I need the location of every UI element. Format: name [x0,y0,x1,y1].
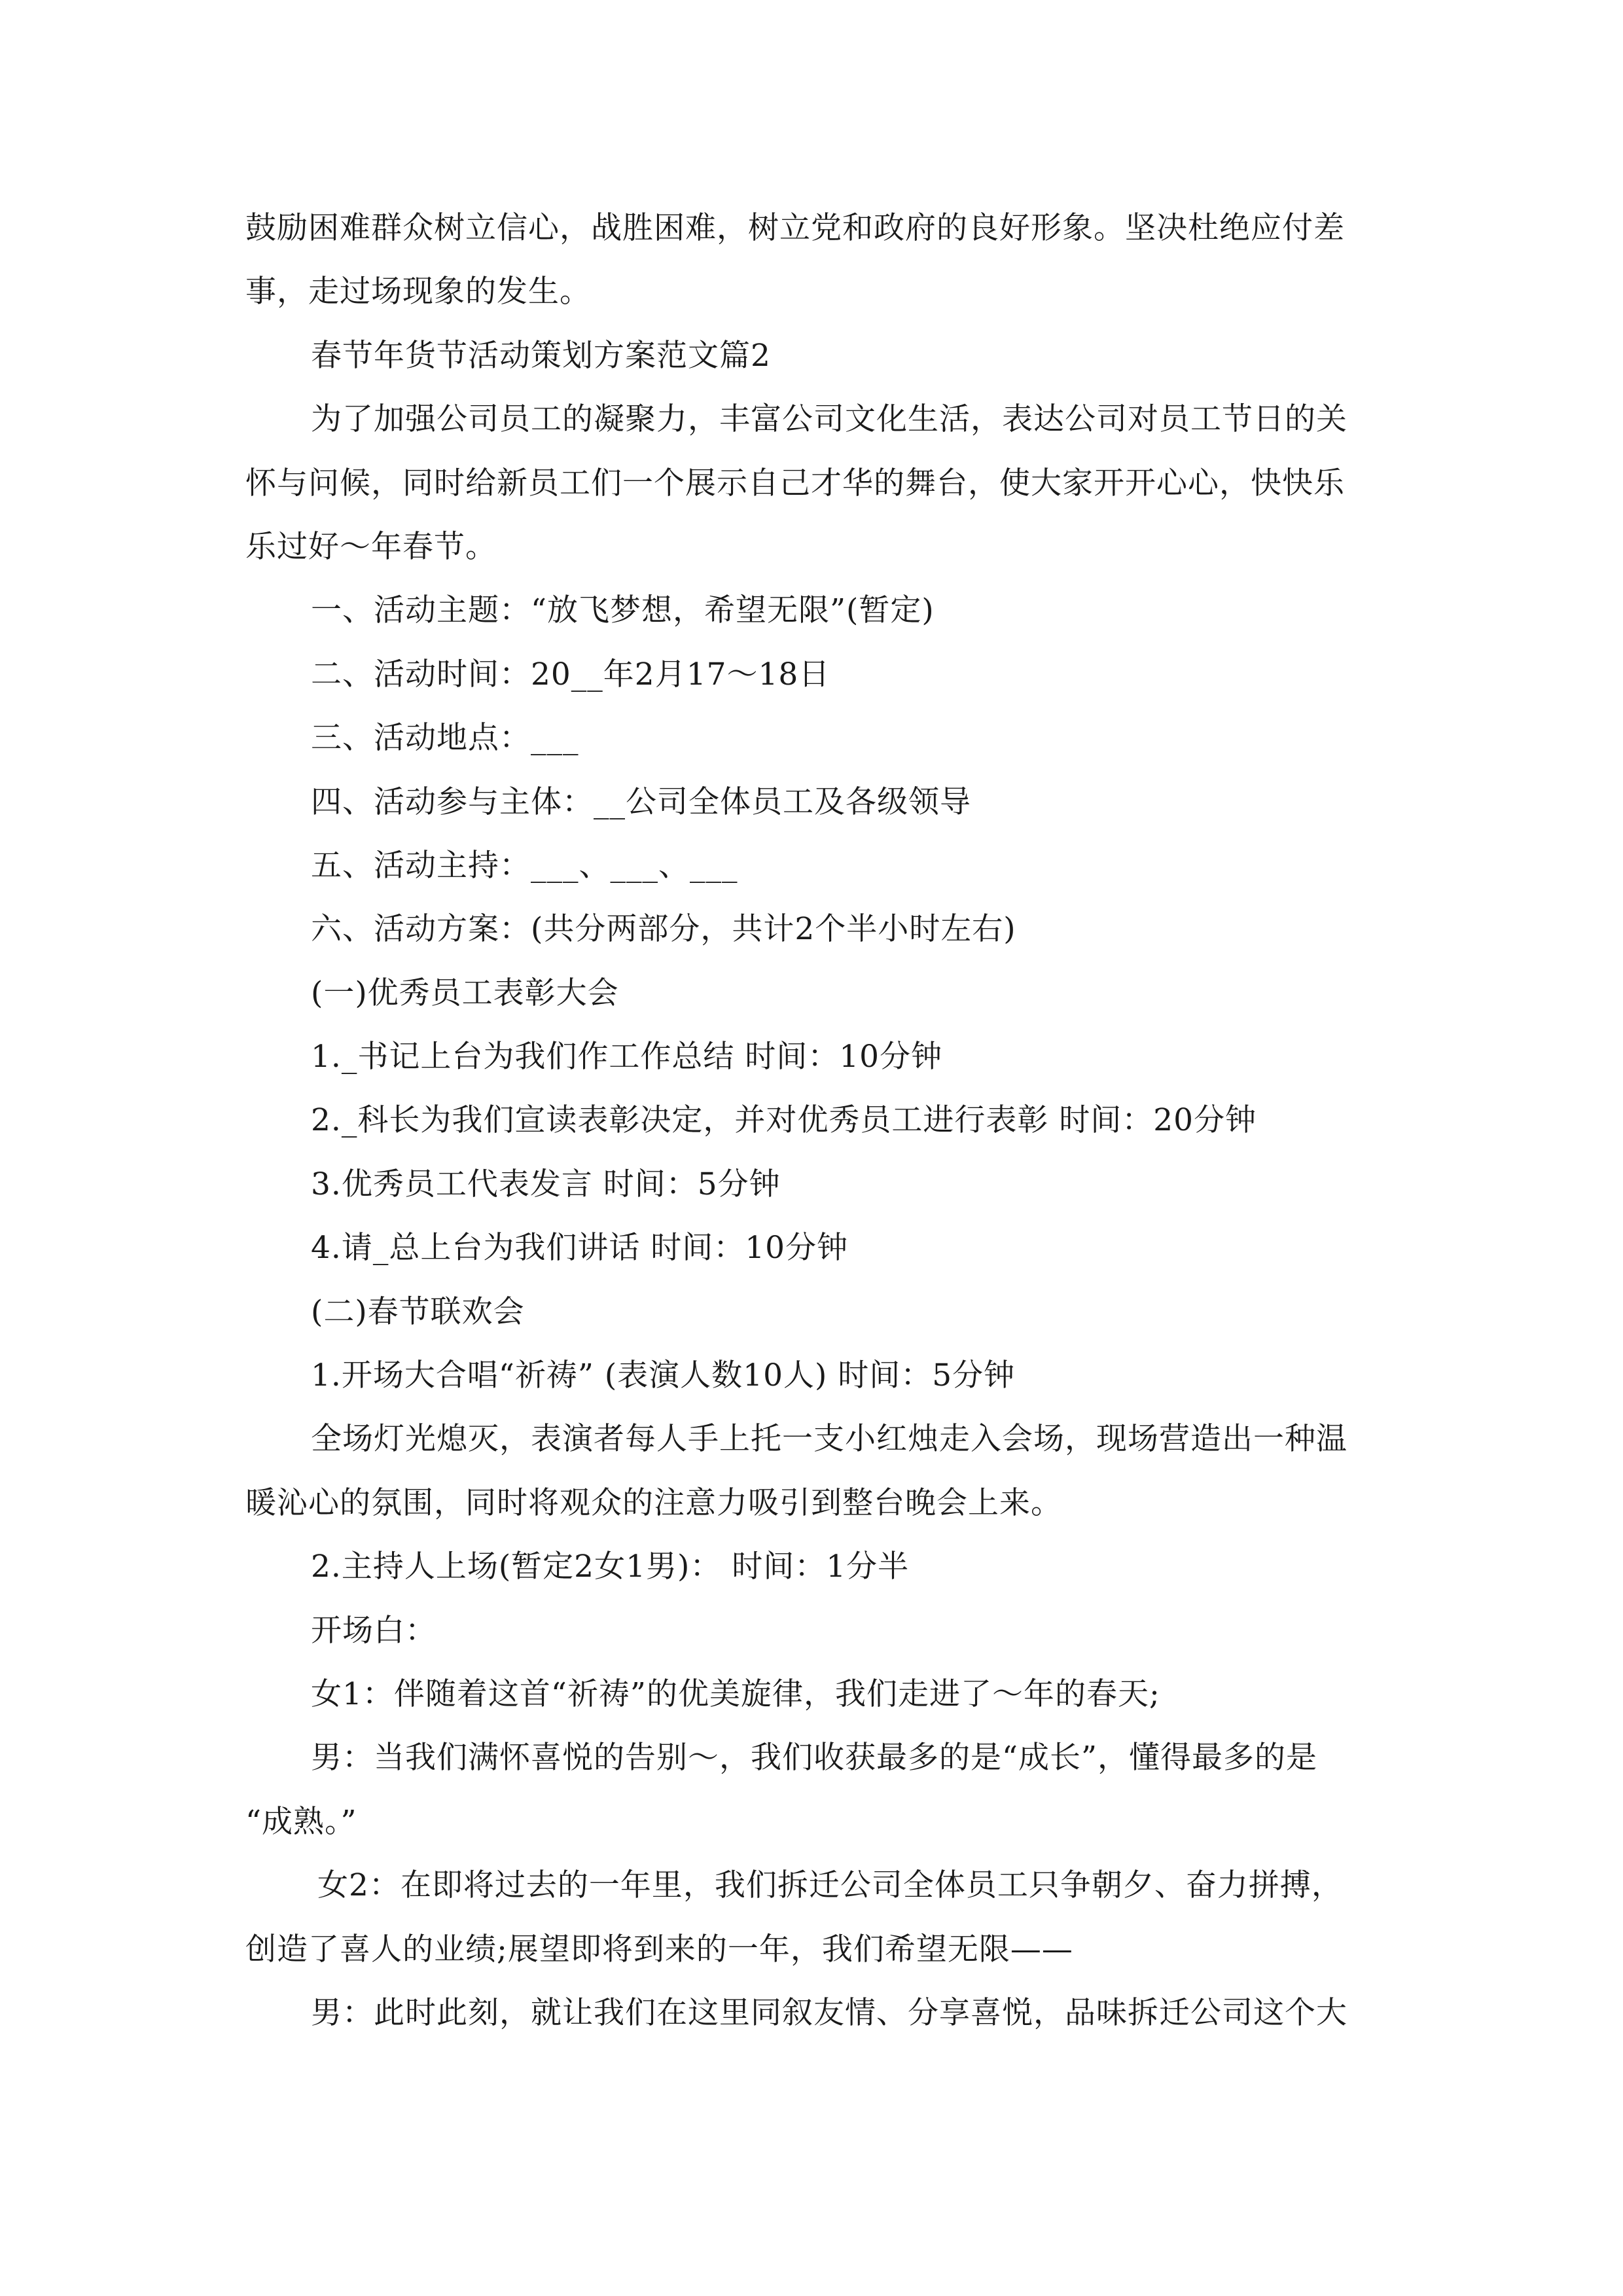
list-item: 1.开场大合唱“祈祷” (表演人数10人) 时间：5分钟 [311,1357,1016,1394]
subsection-heading: (一)优秀员工表彰大会 [311,975,619,1011]
dialogue-line: 女2：在即将过去的一年里，我们拆迁公司全体员工只争朝夕、奋力拼搏， [317,1867,1343,1904]
paragraph-line: 鼓励困难群众树立信心，战胜困难，树立党和政府的良好形象。坚决杜绝应付差 [245,210,1345,246]
list-item: 2._科长为我们宣读表彰决定，并对优秀员工进行表彰 时间：20分钟 [311,1102,1257,1139]
list-item: 四、活动参与主体：__公司全体员工及各级领导 [311,783,971,820]
paragraph-line: 乐过好～年春节。 [245,528,497,565]
list-item: 3.优秀员工代表发言 时间：5分钟 [311,1166,781,1202]
dialogue-line: 女1：伴随着这首“祈祷”的优美旋律，我们走进了～年的春天; [311,1676,1160,1712]
paragraph-line: 暖沁心的氛围，同时将观众的注意力吸引到整台晚会上来。 [245,1484,1062,1521]
dialogue-line: 男：当我们满怀喜悦的告别～，我们收获最多的是“成长”，懂得最多的是 [311,1740,1318,1776]
list-item: 二、活动时间：20__年2月17～18日 [311,656,830,692]
subsection-heading: (二)春节联欢会 [311,1293,525,1330]
list-item: 2.主持人上场(暂定2女1男)： 时间：1分半 [311,1549,910,1585]
paragraph-line: 怀与问候，同时给新员工们一个展示自己才华的舞台，使大家开开心心，快快乐 [245,465,1345,501]
paragraph-line: 全场灯光熄灭，表演者每人手上托一支小红烛走入会场，现场营造出一种温 [311,1421,1347,1458]
list-item: 六、活动方案：(共分两部分，共计2个半小时左右) [311,911,1016,948]
dialogue-line: 创造了喜人的业绩;展望即将到来的一年，我们希望无限—— [245,1931,1073,1967]
list-item: 1._书记上台为我们作工作总结 时间：10分钟 [311,1039,943,1075]
paragraph-line: 为了加强公司员工的凝聚力，丰富公司文化生活，表达公司对员工节日的关 [311,401,1347,438]
list-item: 五、活动主持：___、___、___ [311,847,738,884]
paragraph-line: 事，走过场现象的发生。 [245,274,591,310]
document-body [245,196,1394,2045]
dialogue-line: 男：此时此刻，就让我们在这里同叙友情、分享喜悦，品味拆迁公司这个大 [311,1994,1347,2031]
dialogue-line: “成熟。” [245,1803,357,1840]
list-item: 三、活动地点：___ [311,720,579,757]
list-item: 4.请_总上台为我们讲话 时间：10分钟 [311,1230,849,1266]
paragraph-line: 开场白： [311,1612,437,1649]
section-heading: 春节年货节活动策划方案范文篇2 [311,337,771,374]
list-item: 一、活动主题：“放飞梦想，希望无限”(暂定) [311,592,935,629]
